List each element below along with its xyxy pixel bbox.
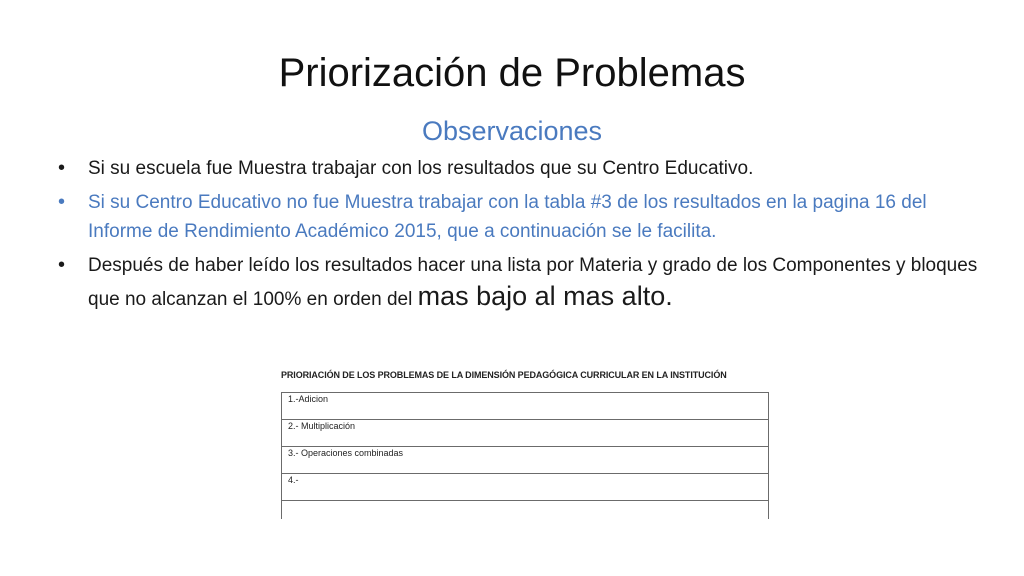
bullet-text-emphasis: mas bajo al mas alto.	[417, 281, 673, 311]
table-row	[282, 393, 769, 420]
table-cell: 4.-	[282, 474, 769, 501]
bullet-icon: •	[58, 254, 66, 276]
table-heading: PRIORIACIÓN DE LOS PROBLEMAS DE LA DIMENSIÓN PEDAGÓGICA CURRICULAR EN LA INSTITUCIÓN	[281, 370, 727, 380]
priority-table-image	[281, 368, 771, 510]
bullet-list	[58, 154, 978, 319]
bullet-item-2	[58, 188, 978, 246]
bullet-icon: •	[58, 191, 66, 213]
bullet-text: Si su escuela fue Muestra trabajar con los resultados que su Centro Educativo.	[88, 158, 754, 179]
priority-table	[281, 392, 769, 519]
table-cell: 3.- Operaciones combinadas	[282, 447, 769, 474]
bullet-icon: •	[58, 157, 66, 179]
slide-title: Priorización de Problemas	[278, 51, 746, 95]
table-cell: 2.- Multiplicación	[282, 420, 769, 447]
bullet-text: Después de haber leído los resultados hacer una lista por Materia y grado de los Componentes y bloques que no alcanzan el 100% en orden del	[88, 255, 978, 310]
bullet-item-3	[58, 251, 978, 314]
table-cell	[282, 501, 769, 520]
bullet-item-1	[58, 154, 978, 183]
table-row	[282, 501, 769, 520]
table-row	[282, 420, 769, 447]
table-row	[282, 447, 769, 474]
slide-subtitle: Observaciones	[421, 116, 603, 146]
table-cell: 1.-Adicion	[282, 393, 769, 420]
bullet-text: Si su Centro Educativo no fue Muestra trabajar con la tabla #3 de los resultados en la pagina 16 del Informe de Rendimiento Académico 2015, que a continuación se le facilita.	[88, 192, 927, 242]
table-row	[282, 474, 769, 501]
